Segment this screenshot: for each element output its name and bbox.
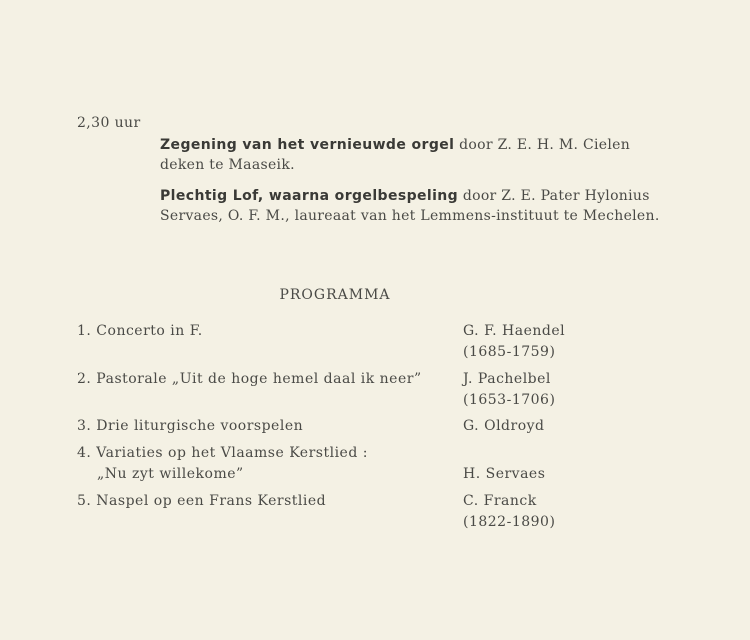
- praise-organist-details: Servaes, O. F. M., laureaat van het Lemmens-instituut te Mechelen.: [160, 208, 660, 224]
- program-item-line: 4. Variaties op het Vlaamse Kerstlied :: [77, 445, 368, 461]
- program-item: [77, 443, 457, 485]
- composer-dates: (1653-1706): [463, 392, 556, 408]
- composer-dates: (1685-1759): [463, 344, 556, 360]
- composer-name: J. Pachelbel: [463, 371, 551, 387]
- program-composer: [463, 416, 613, 437]
- program-item: 5. Naspel op een Frans Kerstlied: [77, 493, 327, 509]
- praise-title: Plechtig Lof, waarna orgelbespeling: [160, 188, 459, 204]
- blessing-officiant-title: deken te Maaseik.: [160, 157, 295, 173]
- composer-name: G. Oldroyd: [463, 418, 545, 434]
- blessing-officiant: door Z. E. H. M. Cielen: [454, 137, 631, 153]
- composer-name: C. Franck: [463, 493, 537, 509]
- program-item-subtitle: „Nu zyt willekome”: [97, 466, 244, 482]
- program-heading: PROGRAMMA: [279, 287, 391, 303]
- program-item: 3. Drie liturgische voorspelen: [77, 418, 304, 434]
- program-composer: [463, 321, 613, 363]
- composer-name: H. Servaes: [463, 466, 546, 482]
- praise-paragraph: [160, 186, 680, 226]
- program-item: 1. Concerto in F.: [77, 323, 203, 339]
- composer-dates: (1822-1890): [463, 514, 556, 530]
- praise-organist: door Z. E. Pater Hylonius: [458, 188, 650, 204]
- program-composer: [463, 369, 613, 411]
- blessing-title: Zegening van het vernieuwde orgel: [160, 137, 455, 153]
- blessing-paragraph: [160, 135, 680, 175]
- program-composer: [463, 464, 613, 485]
- program-item: 2. Pastorale „Uit de hoge hemel daal ik neer”: [77, 371, 422, 387]
- time-label: 2,30 uur: [77, 115, 141, 131]
- program-composer: [463, 491, 613, 533]
- composer-name: G. F. Haendel: [463, 323, 566, 339]
